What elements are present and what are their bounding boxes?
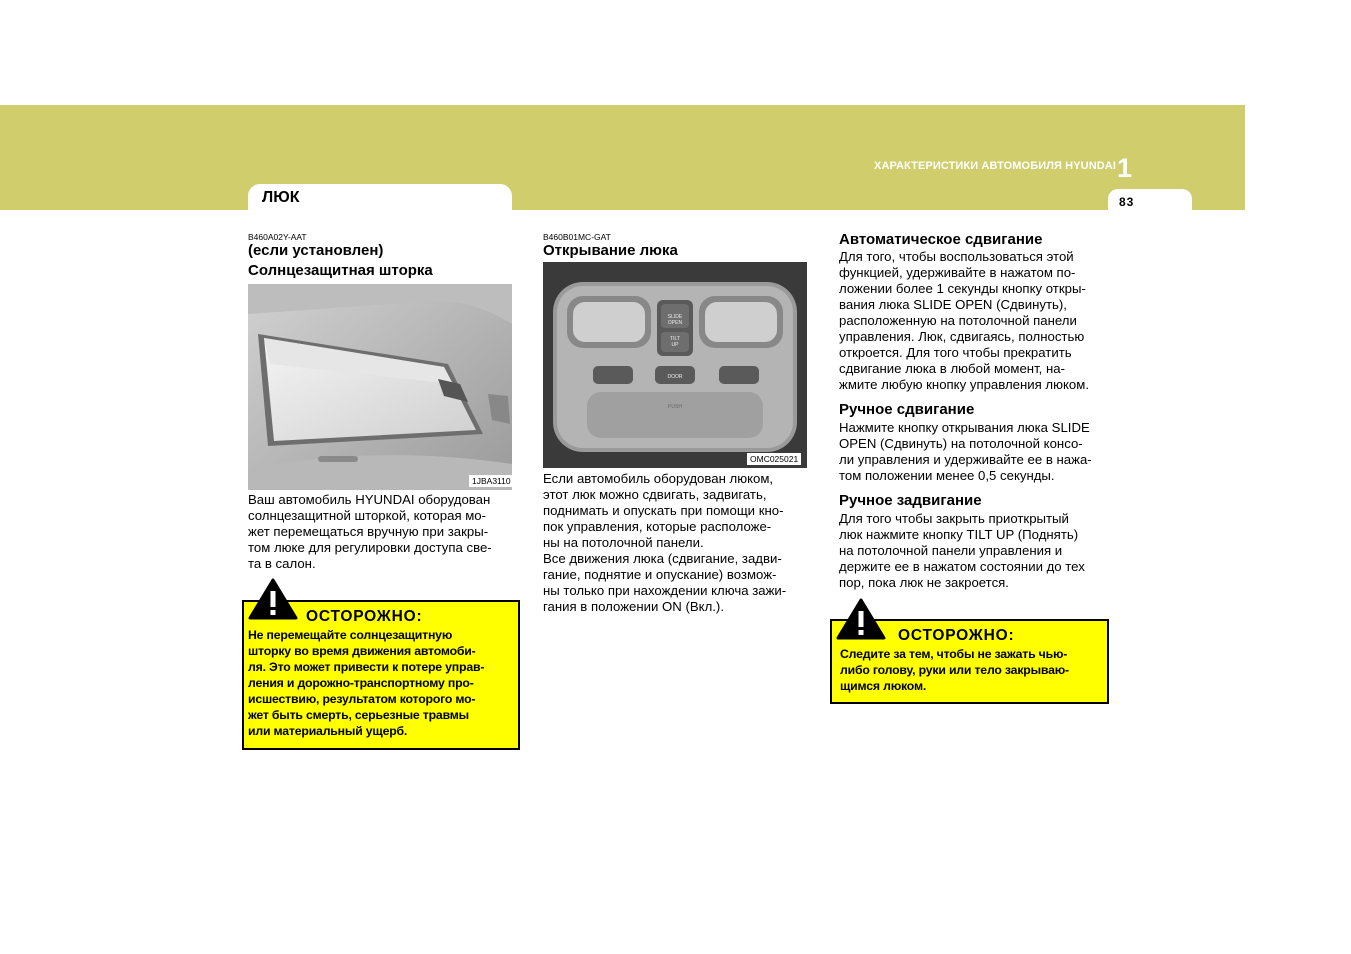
col1-warning-line: или материальный ущерб. <box>248 724 408 738</box>
col2-body-line: ны только при нахождении ключа зажи- <box>543 583 787 598</box>
col2-body-line: гания в положении ON (Вкл.). <box>543 599 724 614</box>
up-label: UP <box>671 342 679 348</box>
col3-warning-text <box>840 646 1106 694</box>
exclamation-icon <box>836 598 886 640</box>
col3-body-line: откроется. Для того чтобы прекратить <box>839 345 1072 360</box>
section-title: ЛЮК <box>262 189 300 206</box>
col3-body-line: Для того чтобы закрыть приоткрытый <box>839 511 1069 526</box>
sunshade-photo <box>248 284 512 490</box>
col3-body-line: управления. Люк, сдвигаясь, полностью <box>839 329 1085 344</box>
col2-body-line: пок управления, которые расположе- <box>543 519 772 534</box>
col3-body-line: Для того, чтобы воспользоваться этой <box>839 249 1074 264</box>
push-label: PUSH <box>668 404 682 410</box>
col3-body-line: держите ее в нажатом состоянии до тех <box>839 559 1085 574</box>
col3-body-line: люк нажмите кнопку TILT UP (Поднять) <box>839 527 1079 542</box>
col1-heading-line2: Солнцезащитная шторка <box>248 262 433 279</box>
col1-image-caption: 1JBA3110 <box>469 475 514 487</box>
col3-body-line: ложении более 1 секунды кнопку откры- <box>839 281 1086 296</box>
exclamation-icon <box>248 578 298 620</box>
header-band <box>0 105 1245 210</box>
overhead-console-illustration <box>543 262 807 468</box>
col3-body-line: том положении менее 0,5 секунды. <box>839 468 1055 483</box>
col3-body-line: расположенную на потолочной панели <box>839 313 1077 328</box>
col2-body <box>543 471 807 615</box>
col1-warning-title: ОСТОРОЖНО: <box>306 608 423 625</box>
sunshade-illustration <box>248 284 512 490</box>
col1-warning-line: исшествию, результатом которого мо- <box>248 692 476 706</box>
col3-body-manual-close <box>839 511 1103 591</box>
col2-body-line: ны на потолочной панели. <box>543 535 704 550</box>
col3-body-line: OPEN (Сдвинуть) на потолочной консо- <box>839 436 1083 451</box>
col2-heading: Открывание люка <box>543 242 678 259</box>
open-label: OPEN <box>667 320 683 326</box>
col1-body-line: том люке для регулировки доступа све- <box>248 540 492 555</box>
col3-body-line: жмите любую кнопку управления люком. <box>839 377 1090 392</box>
col1-body-line: Ваш автомобиль HYUNDAI оборудован <box>248 492 491 507</box>
chapter-title: ХАРАКТЕРИСТИКИ АВТОМОБИЛЯ HYUNDAI <box>874 160 1116 172</box>
col2-image-caption: OMC025021 <box>747 453 801 465</box>
col1-warning-line: жет быть смерть, серьезные травмы <box>248 708 469 722</box>
col3-body-line: функцией, удерживайте в нажатом по- <box>839 265 1076 280</box>
col1-warning-line: шторку во время движения автомоби- <box>248 644 476 658</box>
col1-code: B460A02Y-AAT <box>248 232 307 242</box>
col3-warning-title: ОСТОРОЖНО: <box>898 627 1015 644</box>
col1-body-line: солнцезащитной шторкой, которая мо- <box>248 508 487 523</box>
col2-body-line: этот люк можно сдвигать, задвигать, <box>543 487 767 502</box>
col2-body-line: Все движения люка (сдвигание, задви- <box>543 551 782 566</box>
col1-body <box>248 492 512 572</box>
col1-warning-line: ления и дорожно-транспортному про- <box>248 676 474 690</box>
col3-body-line: пор, пока люк не закроется. <box>839 575 1009 590</box>
col2-code: B460B01MC-GAT <box>543 232 611 242</box>
col3-heading-auto-slide: Автоматическое сдвигание <box>839 231 1043 248</box>
col3-body-manual-slide <box>839 420 1103 484</box>
tilt-label: TILT <box>670 336 680 342</box>
col3-body-line: Нажмите кнопку открывания люка SLIDE <box>839 420 1090 435</box>
col3-body-line: сдвигание люка в любой момент, на- <box>839 361 1065 376</box>
overhead-console-photo <box>543 262 807 468</box>
col3-heading-manual-close: Ручное задвигание <box>839 492 982 509</box>
slide-label: SLIDE <box>667 314 683 320</box>
col1-body-line: та в салон. <box>248 556 316 571</box>
col3-body-line: ли управления и удерживайте ее в нажа- <box>839 452 1092 467</box>
col1-warning-text <box>248 627 512 739</box>
page-number: 83 <box>1119 195 1135 209</box>
col2-body-line: Если автомобиль оборудован люком, <box>543 471 774 486</box>
door-label: DOOR <box>667 374 683 380</box>
col2-body-line: поднимать и опускать при помощи кно- <box>543 503 784 518</box>
col3-warning-line: Следите за тем, чтобы не зажать чью- <box>840 647 1068 661</box>
col1-body-line: жет перемещаться вручную при закры- <box>248 524 489 539</box>
col2-body-line: гание, поднятие и опускание) возмож- <box>543 567 777 582</box>
col3-body-line: вания люка SLIDE OPEN (Сдвинуть), <box>839 297 1067 312</box>
col3-warning-line: щимся люком. <box>840 679 927 693</box>
col3-body-line: на потолочной панели управления и <box>839 543 1063 558</box>
col3-warning-line: либо голову, руки или тело закрываю- <box>840 663 1069 677</box>
col1-warning-line: Не перемещайте солнцезащитную <box>248 628 453 642</box>
col1-heading-line1: (если установлен) <box>248 242 384 259</box>
col3-heading-manual-slide: Ручное сдвигание <box>839 401 975 418</box>
col3-body-auto-slide <box>839 249 1103 393</box>
col1-warning-line: ля. Это может привести к потере управ- <box>248 660 485 674</box>
chapter-number: 1 <box>1117 153 1133 183</box>
